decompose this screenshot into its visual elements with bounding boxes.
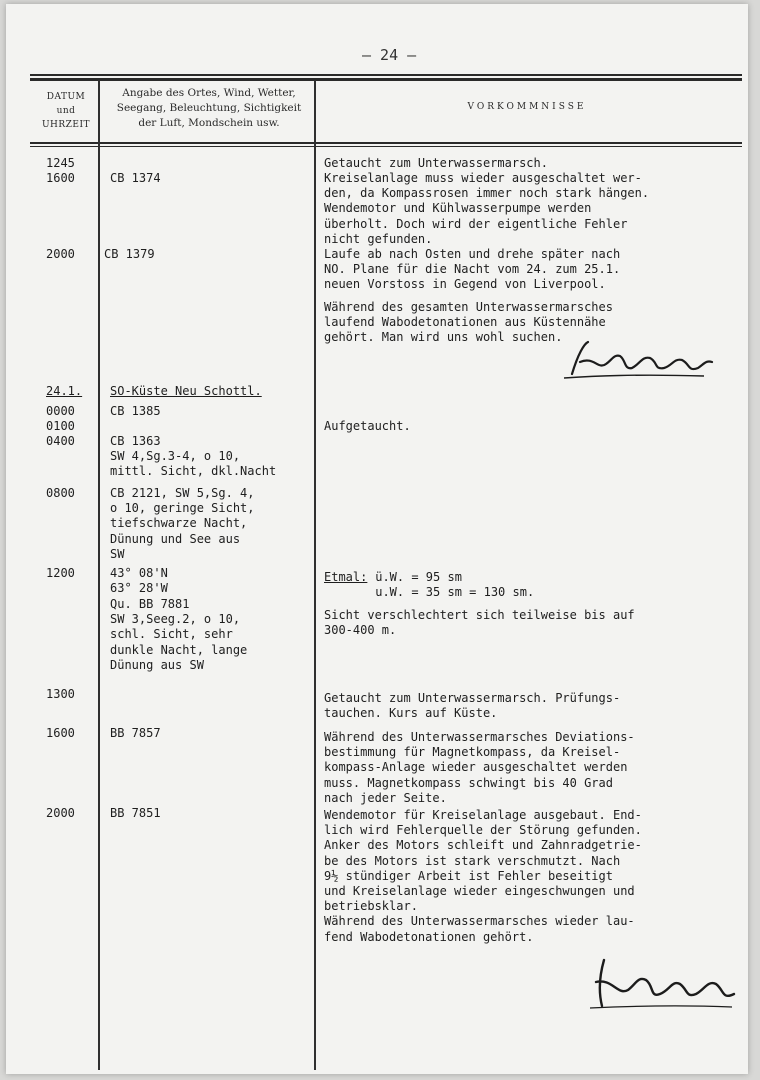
entry-place: 43° 08'N 63° 28'W [110,566,168,596]
header-angabe-line: der Luft, Mondschein usw. [138,117,280,129]
entry-text: Getaucht zum Unterwassermarsch. [324,156,548,170]
top-rule [30,74,742,76]
etmal-label: Etmal: [324,570,368,584]
day-date: 24.1. [46,384,83,398]
entry-place: Qu. BB 7881 SW 3,Seeg.2, o 10, schl. Sicht, sehr dunkle Nacht, lange Dünung aus SW [110,597,248,672]
entry-place: CB 1374 [110,171,161,185]
column-divider-2 [314,80,316,1070]
top-rule-thick [30,78,742,81]
day-region: SO-Küste Neu Schottl. [110,384,262,398]
etmal-values: ü.W. = 95 sm u.W. = 35 sm = 130 sm. [375,570,535,600]
entry-text: Aufgetaucht. [324,419,411,433]
entry-text: Während des Unterwassermarsches Deviations- bestimmung für Magnetkompass, da Kreisel- kompass-Anlage wieder ausgeschaltet werden muss. Magnetkompass schwingt bis 40 Grad nach jeder Seite. [324,730,635,805]
header-datum-line: UHRZEIT [41,120,91,130]
entry-place: CB 1385 [110,404,161,418]
header-vorkommnisse: VORKOMMNISSE [467,102,587,112]
entry-place: CB 2121, SW 5,Sg. 4, o 10, geringe Sicht, tiefschwarze Nacht, Dünung und See aus SW [110,486,255,561]
entry-text: Sicht verschlechtert sich teilweise bis auf 300-400 m. [324,608,635,638]
header-angabe [102,86,316,131]
header-rule [30,142,742,144]
entry-time: 0000 [46,404,75,418]
entry-text: Kreiselanlage muss wieder ausgeschaltet wer- den, da Kompassrosen immer noch stark hängen. Wendemotor und Kühlwasserpumpe werden überholt. Doch wird der eigentliche Fehler nicht gefunden. [324,171,650,246]
entry-text: Getaucht zum Unterwassermarsch. Prüfungs- tauchen. Kurs auf Küste. [324,691,621,721]
entry-time: 1600 [46,726,75,740]
entry-time: 2000 [46,806,75,820]
entry-time: 0800 [46,486,75,500]
page-number: — 24 — [362,46,417,64]
header-datum-line: und [56,106,76,116]
header-datum-line: DATUM [46,92,86,102]
entry-time: 1300 [46,687,75,701]
log-page [6,4,748,1074]
header-angabe-line: Seegang, Beleuchtung, Sichtigkeit [116,102,302,114]
header-rule-2 [30,146,742,147]
header-angabe-line: Angabe des Ortes, Wind, Wetter, [122,87,296,99]
entry-text: Laufe ab nach Osten und drehe später nach NO. Plane für die Nacht vom 24. zum 25.1. neuen Vorstoss in Gegend von Liverpool. [324,247,621,292]
header-datum [36,90,96,132]
entry-text: Wendemotor für Kreiselanlage ausgebaut. End- lich wird Fehlerquelle der Störung gefunden. Anker des Motors schleift und Zahnradgetrie- be des Motors ist stark verschmutzt. Nach 9½ stündiger Arbeit ist Fehler beseitigt und Kreiselanlage wieder eingeschwungen und betriebsklar. Während des Unterwassermarsches wieder lau- fend Wabodetonationen gehört. [324,808,642,944]
entry-time: 0100 [46,419,75,433]
entry-place: BB 7857 [110,726,161,740]
entry-time: 1600 [46,171,75,185]
entry-place: CB 1363 SW 4,Sg.3-4, o 10, mittl. Sicht, dkl.Nacht [110,434,277,479]
entry-time: 1245 [46,156,75,170]
column-divider-1 [98,80,100,1070]
entry-time: 0400 [46,434,75,448]
entry-place: CB 1379 [104,247,155,261]
entry-text: Während des gesamten Unterwassermarsches laufend Wabodetonationen aus Küstennähe gehört. Man wird uns wohl suchen. [324,300,613,345]
entry-time: 2000 [46,247,75,261]
signature [554,334,724,382]
entry-time: 1200 [46,566,75,580]
signature [582,950,742,1014]
entry-place: BB 7851 [110,806,161,820]
